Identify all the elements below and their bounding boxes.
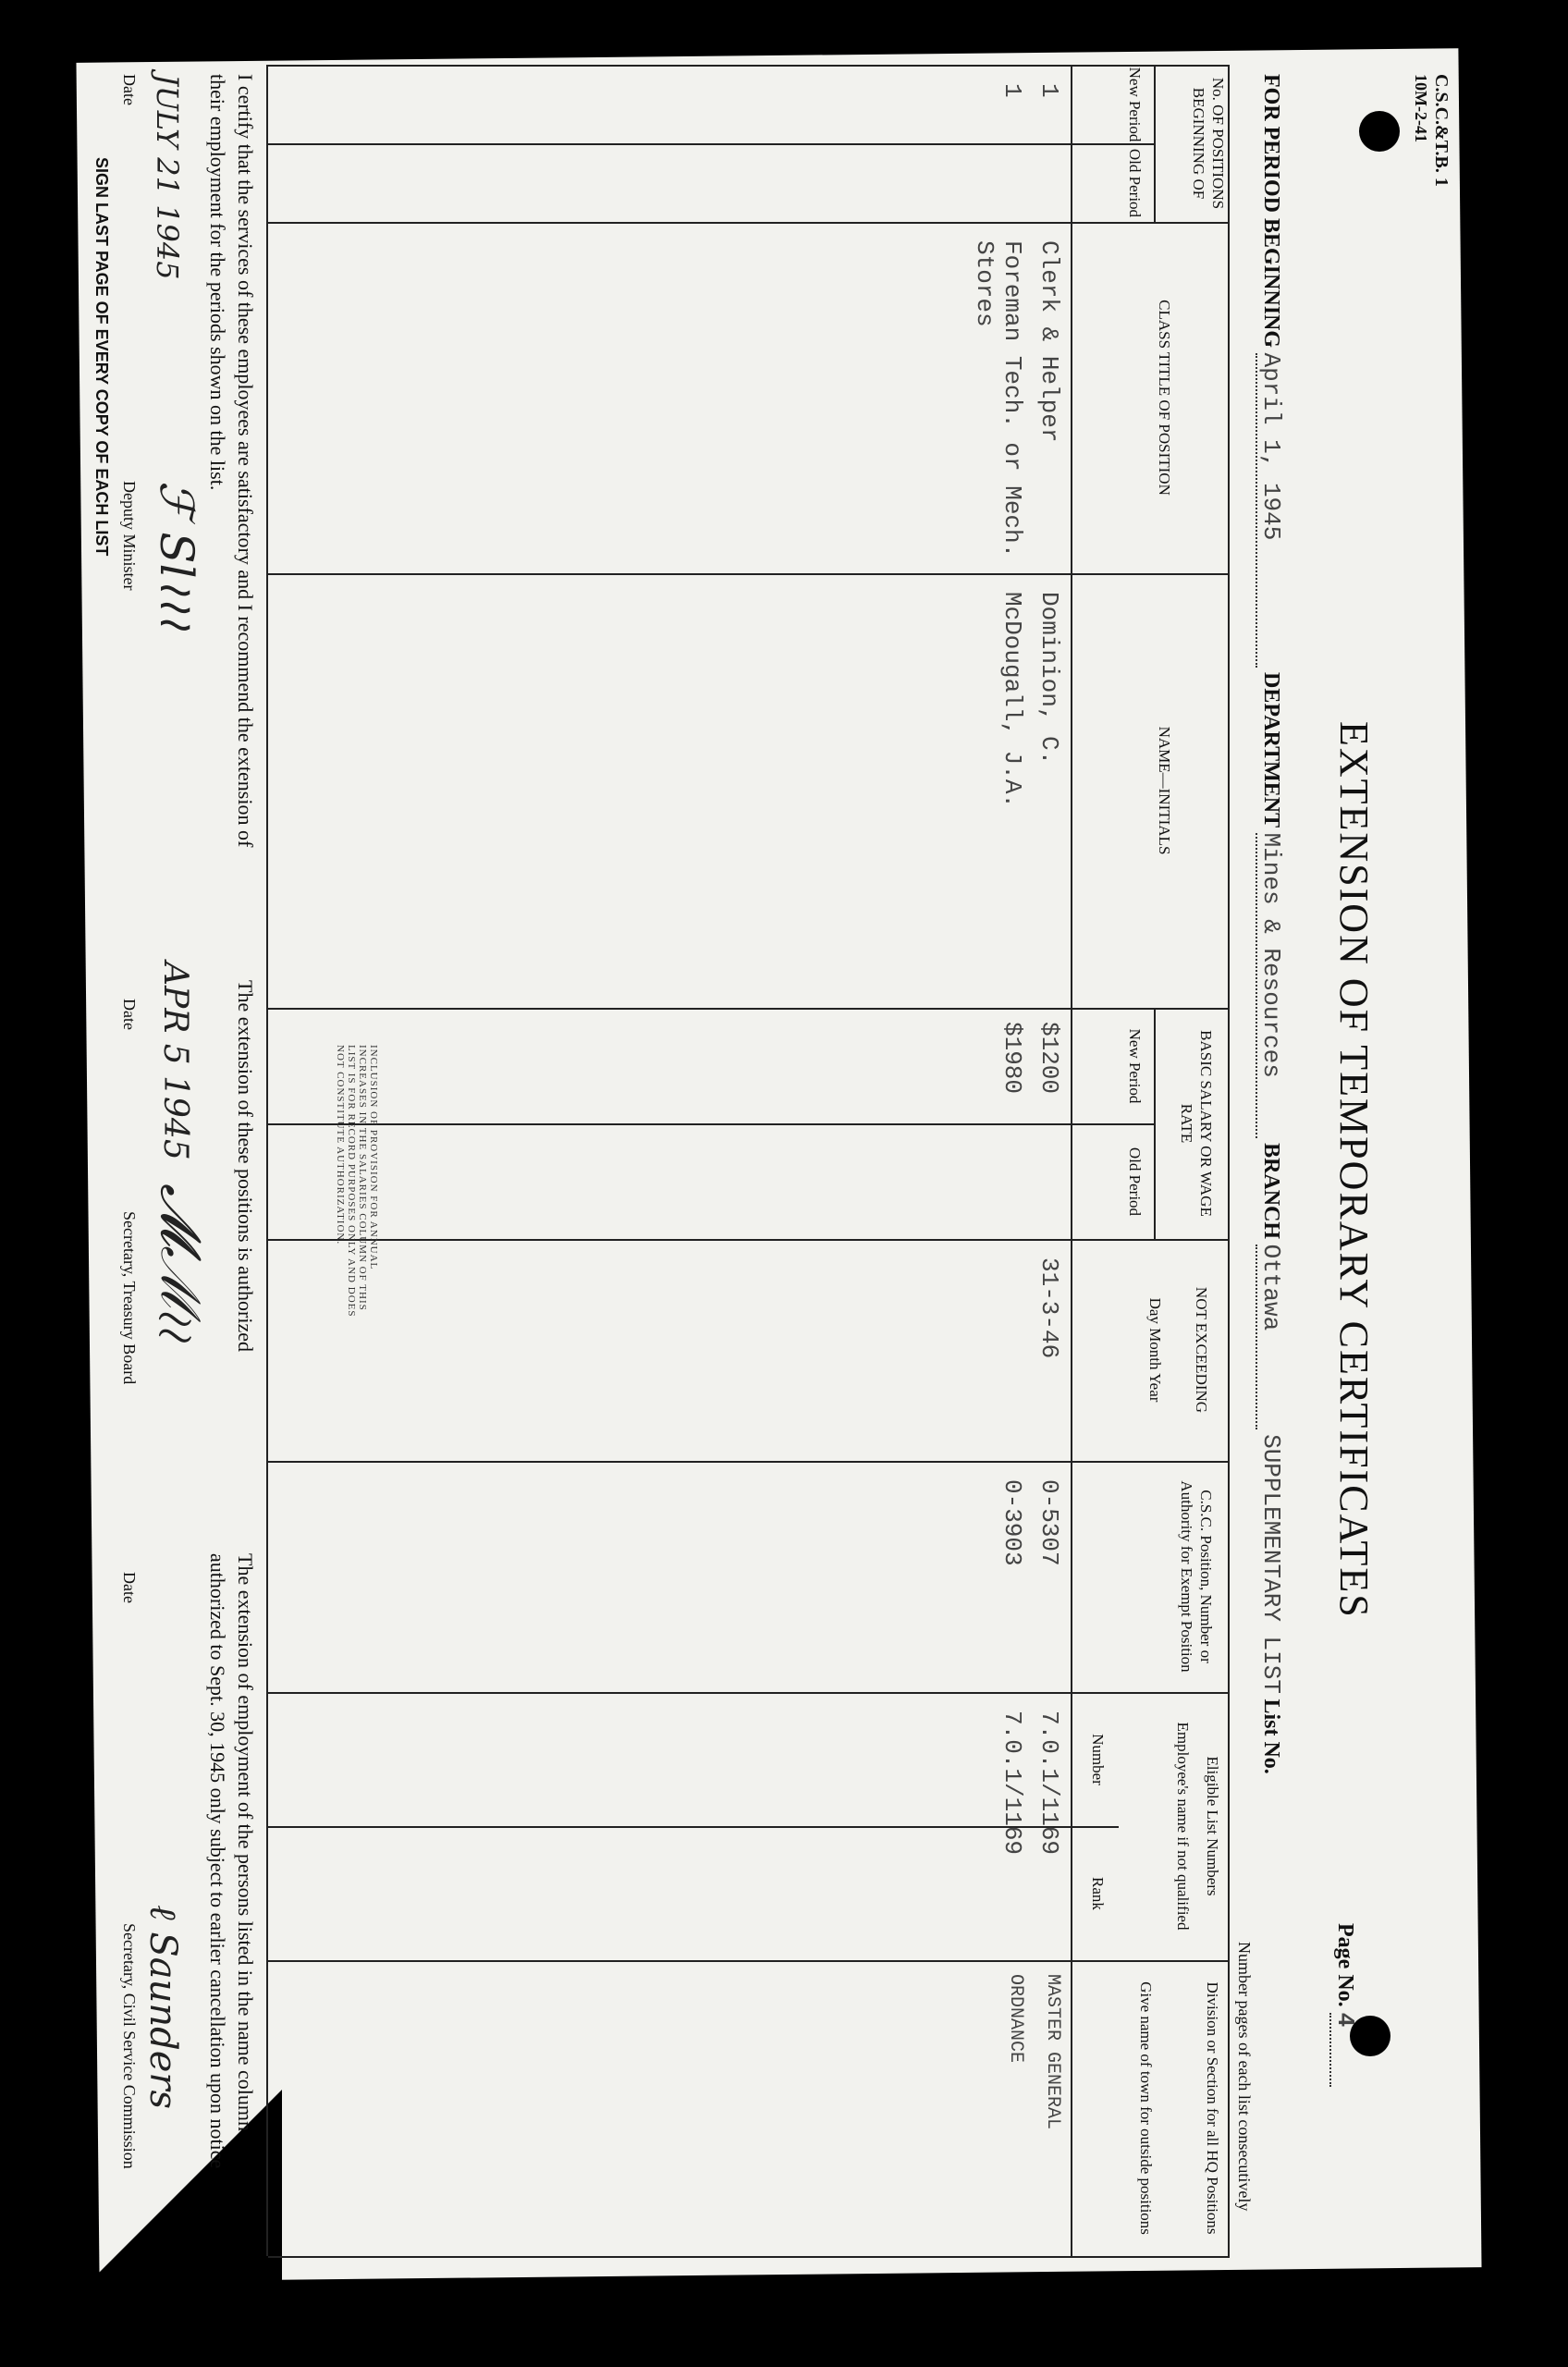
col-class-title: CLASS TITLE OF POSITION [1156,300,1173,496]
col-number: Number [1089,1734,1107,1785]
col-eligible: Eligible List Numbers [1204,1756,1221,1896]
row2-eligible: 7.0.1/1169 [998,1711,1026,1856]
deputy-signature: ℱ Sl≀≀≀ [150,481,203,631]
row2-division: ORDNANCE [1005,1974,1026,2064]
department-label: DEPARTMENT [1259,672,1283,828]
branch-label: BRANCH [1259,1143,1283,1240]
period-label: FOR PERIOD BEGINNING [1259,74,1283,349]
row1-csc-position: 0-5307 [1035,1479,1063,1566]
page-value: 4 [1329,2013,1359,2087]
row1-class-title: Clerk & Helper [1035,240,1063,443]
col-salary-old: Old Period [1126,1147,1144,1217]
col-employee-if-not: Employee's name if not qualified [1174,1722,1192,1931]
row2-salary: $1980 [998,1022,1026,1095]
row1-eligible: 7.0.1/1169 [1035,1711,1063,1856]
treasury-date-label: Date [120,999,139,1030]
col-salary-new: New Period [1126,1028,1144,1104]
period-value: April 1, 1945 [1256,353,1285,668]
list-value: SUPPLEMENTARY LIST [1257,1434,1285,1694]
list-label: List No. [1259,1699,1283,1774]
row2-positions: 1 [998,83,1026,98]
form-number: 10M-2-41 [1412,74,1430,142]
sign-last-page-note: SIGN LAST PAGE OF EVERY COPY OF EACH LIST [92,157,111,557]
csc-secretary-label: Secretary, Civil Service Commission [120,1923,139,2169]
form-title: EXTENSION OF TEMPORARY CERTIFICATES [1331,721,1377,1619]
deputy-minister-label: Deputy Minister [120,481,139,591]
csc-authorization: The extension of employment of the persons listed in the name column authorized to Sept. 30, 1945 only subject to earlier cancellation upon notice [206,1553,257,2169]
row2-csc-position: 0-3903 [998,1479,1026,1566]
col-csc-position: C.S.C. Position, Number or Authority for Exempt Position [1177,1480,1215,1673]
form-content [88,55,1470,2275]
treasury-date-stamp: APR 5 1945 [156,962,194,1160]
col-positions: No. OF POSITIONS BEGINNING OF [1189,77,1227,210]
col-not-exceeding: NOT EXCEEDING [1193,1286,1210,1414]
department-value: Mines & Resources [1256,833,1285,1138]
treasury-authorization: The extension of these positions is authorized [234,980,257,1353]
row1-positions: 1 [1035,83,1063,98]
row1-division: MASTER GENERAL [1042,1974,1063,2130]
row2-class-title: Foreman Tech. or Mech. Stores [971,240,1026,558]
col-new-period: New Period [1126,67,1144,142]
col-salary: BASIC SALARY OR WAGE RATE [1177,1030,1215,1217]
form-code: C.S.C.&T.B. 1 [1431,74,1452,187]
list-note: Number pages of each list consecutively [1235,1942,1254,2212]
deputy-date-label: Date [120,74,139,105]
col-rank: Rank [1089,1877,1107,1910]
row1-name: Dominion, C. [1035,592,1063,766]
row1-salary: $1200 [1035,1022,1063,1095]
page-label: Page No. [1333,1923,1357,2007]
csc-date-label: Date [120,1572,139,1603]
row2-name: McDougall, J.A. [998,592,1026,809]
deputy-certification: I certify that the services of these employees are satisfactory and I recommend the extension of their employment for the periods shown on the list. [206,74,257,848]
branch-value: Ottawa [1256,1245,1285,1429]
treasury-secretary-label: Secretary, Treasury Board [120,1211,139,1385]
col-division: Division or Section for all HQ Positions [1204,1981,1221,2235]
col-towns: Give name of town for outside positions [1137,1981,1155,2235]
csc-signature: ℓ Saunders [141,1905,184,2110]
col-old-period: Old Period [1126,148,1144,218]
deputy-date-stamp: JULY 21 1945 [150,74,185,280]
col-day-month-year: Day Month Year [1146,1297,1164,1403]
row1-not-exceeding: 31-3-46 [1035,1257,1063,1359]
treasury-signature: 𝓜ℳ≀≀ [148,1184,213,1342]
col-name: NAME—INITIALS [1156,726,1173,855]
salary-record-stamp: INCLUSION OF PROVISION FOR ANNUAL INCREASES IN THE SALARIES COLUMN OF THIS LIST IS FOR RECORD PURPOSES ONLY AND DOES NOT CONSTITUTE AUTHORIZATION. [335,1045,379,1318]
